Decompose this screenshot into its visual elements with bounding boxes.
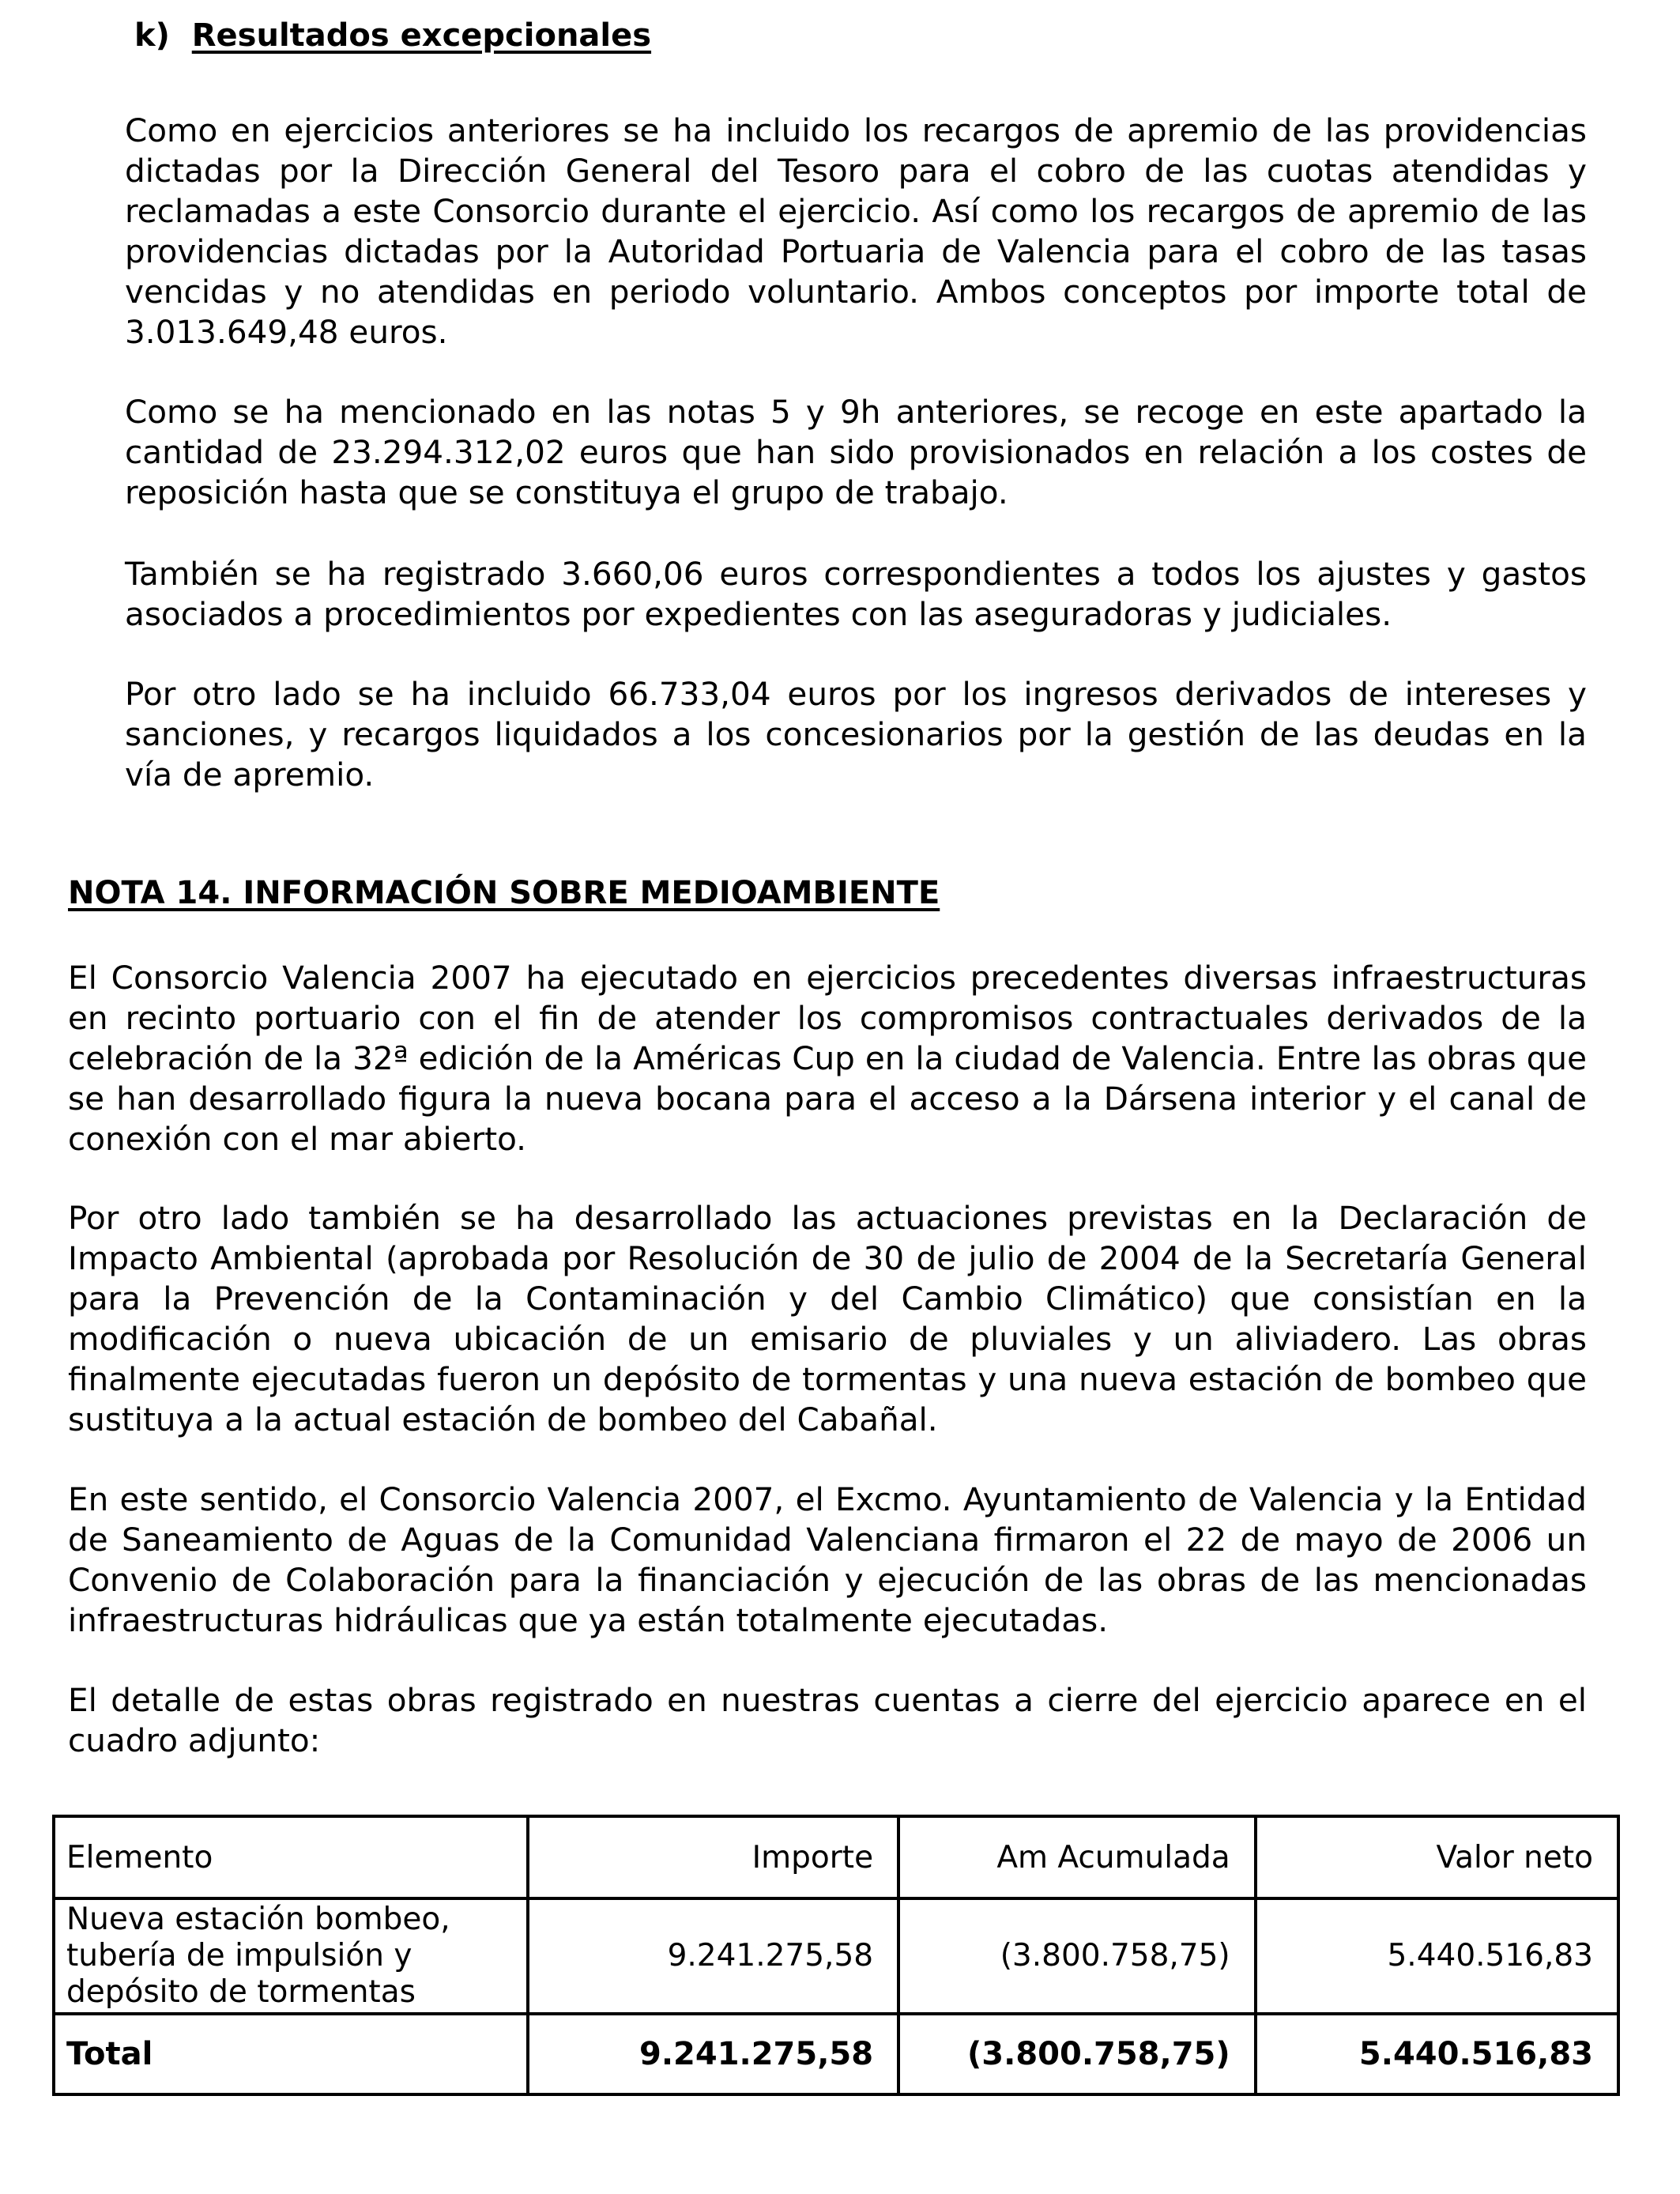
paragraph-recargos-apremio: Como en ejercicios anteriores se ha incluido los recargos de apremio de las providencias dictadas por la Dirección General del Tesoro para el cobro de las cuotas atendidas y reclamadas a este Consorcio durante el ejercicio. Así como los recargos de apremio de las providencias dictadas por la Autoridad Portuaria de Valencia para el cobro de las tasas vencidas y no atendidas en periodo voluntario. Ambos conceptos por importe total de 3.013.649,48 euros. (125, 111, 1587, 351)
paragraph-ajustes-gastos: También se ha registrado 3.660,06 euros correspondientes a todos los ajustes y gastos asociados a procedimientos por expedientes con las aseguradoras y judiciales. (125, 555, 1587, 633)
total-valor-neto: 5.440.516,83 (1256, 2014, 1618, 2094)
cell-valor-neto: 5.440.516,83 (1256, 1898, 1618, 2014)
cell-elemento (54, 1898, 528, 2014)
section-k-marker: k) (134, 17, 170, 54)
header-valor-neto: Valor neto (1256, 1816, 1618, 1898)
cell-importe: 9.241.275,58 (528, 1898, 898, 2014)
elemento-line: depósito de tormentas (66, 1974, 416, 2010)
header-importe: Importe (528, 1816, 898, 1898)
obras-table (52, 1815, 1620, 2096)
section-k-title: Resultados excepcionales (191, 17, 652, 54)
table-row (54, 1898, 1618, 2014)
table-total-row (54, 2014, 1618, 2094)
paragraph-impacto-ambiental: Por otro lado también se ha desarrollado las actuaciones previstas en la Declaración de Impacto Ambiental (aprobada por Resolución de 30 de julio de 2004 de la Secretaría General para la Prevención de la Contaminación y del Cambio Climático) que consistían en la modificación o nueva ubicación de un emisario de pluviales y un aliviadero. Las obras finalmente ejecutadas fueron un depósito de tormentas y una nueva estación de bombeo que sustituya a la actual estación de bombeo del Cabañal. (68, 1199, 1587, 1438)
header-am-acumulada: Am Acumulada (898, 1816, 1256, 1898)
paragraph-infraestructuras: El Consorcio Valencia 2007 ha ejecutado en ejercicios precedentes diversas infraestructuras en recinto portuario con el fin de atender los compromisos contractuales derivados de la celebración de la 32ª edición de la Américas Cup en la ciudad de Valencia. Entre las obras que se han desarrollado figura la nueva bocana para el acceso a la Dársena interior y el canal de conexión con el mar abierto. (68, 959, 1587, 1158)
section-k-heading (134, 16, 651, 55)
paragraph-provision-reposicion: Como se ha mencionado en las notas 5 y 9h anteriores, se recoge en este apartado la cantidad de 23.294.312,02 euros que han sido provisionados en relación a los costes de reposición hasta que se constituya el grupo de trabajo. (125, 393, 1587, 511)
paragraph-detalle-obras: El detalle de estas obras registrado en nuestras cuentas a cierre del ejercicio aparece en el cuadro adjunto: (68, 1681, 1587, 1759)
total-importe: 9.241.275,58 (528, 2014, 898, 2094)
total-label: Total (54, 2014, 528, 2094)
paragraph-convenio: En este sentido, el Consorcio Valencia 2007, el Excmo. Ayuntamiento de Valencia y la Entidad de Saneamiento de Aguas de la Comunidad Valenciana firmaron el 22 de mayo de 2006 un Convenio de Colaboración para la financiación y ejecución de las obras de las mencionadas infraestructuras hidráulicas que ya están totalmente ejecutadas. (68, 1480, 1587, 1639)
table-header-row (54, 1816, 1618, 1898)
elemento-line: Nueva estación bombeo, (66, 1902, 450, 1937)
nota-14-title: NOTA 14. INFORMACIÓN SOBRE MEDIOAMBIENTE (68, 875, 940, 911)
total-am-acumulada: (3.800.758,75) (898, 2014, 1256, 2094)
paragraph-ingresos-intereses: Por otro lado se ha incluido 66.733,04 euros por los ingresos derivados de intereses y sanciones, y recargos liquidados a los concesionarios por la gestión de las deudas en la vía de apremio. (125, 675, 1587, 794)
header-elemento: Elemento (54, 1816, 528, 1898)
cell-am-acumulada: (3.800.758,75) (898, 1898, 1256, 2014)
elemento-line: tubería de impulsión y (66, 1938, 412, 1973)
